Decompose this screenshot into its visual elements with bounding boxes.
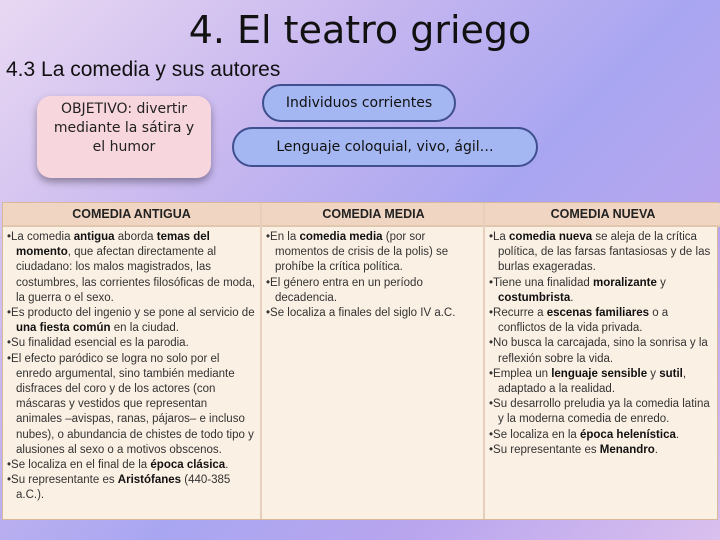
bullet-text: y <box>647 367 660 380</box>
bullet-text: (por sor momentos de crisis de la polis) se prohíbe la crítica política. <box>275 231 449 274</box>
header-comedia-nueva: COMEDIA NUEVA <box>485 203 720 227</box>
bullet-text: El efecto paródico se logra no solo por el enredo argumental, sino también mediante disfraces del coro y de los actores (con máscaras y vestidos que representan animales –avispas, ranas, pájaros– e incluso nubes), o abundancia de chistes de todo tipo y alusiones al sexo o a motivos obscenos. <box>11 352 254 456</box>
bullet-item <box>266 276 481 306</box>
bullet-bold-text: costumbrista <box>498 291 571 304</box>
bullet-text: Emplea un <box>493 367 552 380</box>
bullet-bold-text: moralizante <box>592 276 657 289</box>
pill-lenguaje: Lenguaje coloquial, vivo, ágil… <box>232 127 538 167</box>
bullet-text: . <box>225 459 229 472</box>
objective-line-2: mediante la sátira y <box>53 120 195 136</box>
bullet-bold-text: sutil <box>659 367 683 380</box>
bullet-text: Se localiza en la <box>493 428 580 441</box>
bullet-bold-text: escenas familiares <box>546 307 650 320</box>
column-comedia-nueva <box>483 203 720 519</box>
bullet-list <box>485 227 720 458</box>
bullet-item <box>266 306 481 321</box>
bullet-item <box>489 306 717 336</box>
bullet-item <box>489 276 717 306</box>
bullet-bold-text: antigua <box>73 231 115 243</box>
bullet-bold-text: época clásica <box>150 459 226 472</box>
objective-line-1: OBJETIVO: divertir <box>60 101 188 117</box>
bullet-item <box>489 428 717 443</box>
bullet-text: se aleja de la crítica política, de las farsas fantasiosas y de las burlas exageradas. <box>498 231 711 274</box>
bullet-text: . <box>675 428 680 441</box>
bullet-bold-text: una fiesta común <box>16 322 111 335</box>
bullet-text: , que afectan directamente al ciudadano: los malos magistrados, las costumbres, las corrientes filosóficas de moda, la guerra o el sexo. <box>16 246 256 304</box>
bullet-bold-text: época helenística <box>579 428 676 441</box>
bullet-item <box>7 336 256 351</box>
bullet-bold-text: lenguaje sensible <box>551 367 648 380</box>
header-comedia-antigua: COMEDIA ANTIGUA <box>3 203 260 227</box>
comedy-table <box>2 202 718 520</box>
bullet-text: Es producto del ingenio y se pone al servicio de <box>11 307 255 320</box>
objective-box <box>37 96 211 178</box>
bullet-text: Se localiza en el final de la <box>11 459 151 472</box>
bullet-text: (440-385 a.C.). <box>16 474 231 502</box>
bullet-text: La comedia <box>11 231 74 243</box>
bullet-item <box>489 367 717 397</box>
slide-subtitle: 4.3 La comedia y sus autores <box>6 58 281 81</box>
bullet-item <box>7 306 256 336</box>
bullet-text: . <box>654 443 658 456</box>
bullet-text: La <box>493 231 510 243</box>
column-comedia-media <box>260 203 485 519</box>
bullet-bold-text: comedia nueva <box>509 231 593 243</box>
bullet-text: o a conflictos de la vida privada. <box>498 307 669 335</box>
bullet-text: , adaptado a la realidad. <box>498 367 687 396</box>
bullet-text: Su desarrollo preludia ya la comedia latina y la moderna comedia de enredo. <box>493 398 710 426</box>
bullet-bold-text: comedia media <box>299 231 383 243</box>
bullet-text: aborda <box>114 231 157 243</box>
pill-individuos: Individuos corrientes <box>262 84 456 122</box>
bullet-bold-text: Aristófanes <box>117 474 182 487</box>
bullet-list <box>3 227 260 504</box>
bullet-bold-text: Menandro <box>599 443 655 456</box>
bullet-text: El género entra en un período decadencia. <box>270 276 423 304</box>
slide-title: 4. El teatro griego <box>188 8 532 52</box>
bullet-text: en la ciudad. <box>110 322 179 335</box>
bullet-text: y <box>656 276 666 289</box>
bullet-text: Se localiza a finales del siglo IV a.C. <box>270 307 456 320</box>
bullet-item <box>489 230 717 276</box>
bullet-text: Su representante es <box>11 474 118 487</box>
bullet-item <box>7 458 256 473</box>
bullet-item <box>489 443 717 458</box>
bullet-item <box>7 230 256 306</box>
bullet-text: En la <box>270 231 300 243</box>
bullet-text: . <box>570 291 574 304</box>
bullet-list <box>262 227 485 321</box>
bullet-item <box>489 397 717 427</box>
bullet-item <box>489 336 717 366</box>
bullet-text: No busca la carcajada, sino la sonrisa y la reflexión sobre la vida. <box>493 337 708 365</box>
bullet-item <box>7 352 256 458</box>
bullet-text: Su finalidad esencial es la parodia. <box>11 337 189 350</box>
bullet-text: Recurre a <box>493 307 547 320</box>
bullet-item <box>266 230 481 276</box>
objective-line-3: el humor <box>92 139 156 155</box>
bullet-text: Su representante es <box>493 443 600 456</box>
column-comedia-antigua <box>3 203 260 519</box>
bullet-text: Tiene una finalidad <box>493 276 593 289</box>
header-comedia-media: COMEDIA MEDIA <box>262 203 485 227</box>
bullet-item <box>7 473 256 503</box>
bullet-bold-text: temas del momento <box>16 231 210 259</box>
